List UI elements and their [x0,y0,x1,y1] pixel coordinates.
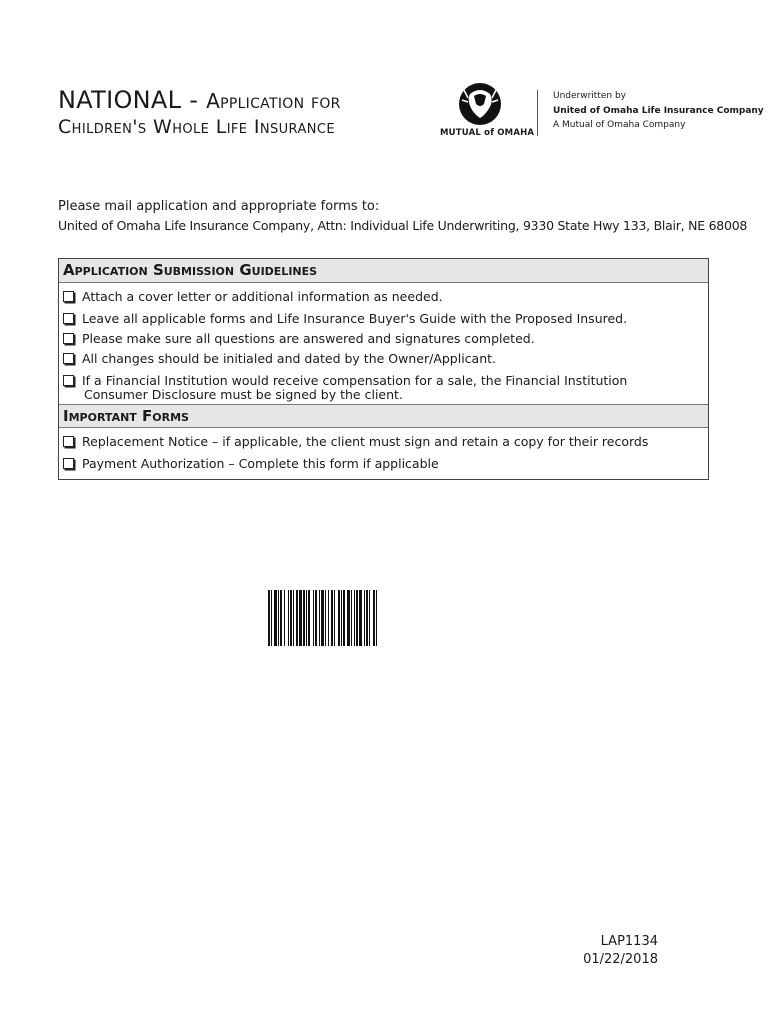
guideline-item: All changes should be initialed and dated by the Owner/Applicant. [63,351,496,366]
form-title-line1: NATIONAL - Application for [58,86,341,114]
guideline-item: If a Financial Institution would receive compensation for a sale, the Financial Institution [63,373,627,388]
checkbox-icon [63,375,74,386]
underwriter-company: United of Omaha Life Insurance Company [553,106,764,116]
mailing-instruction: Please mail application and appropriate forms to: [58,199,380,214]
guidelines-box [58,258,709,480]
checkbox-icon [63,436,74,447]
form-item: Payment Authorization – Complete this form if applicable [63,456,439,471]
form-item: Replacement Notice – if applicable, the client must sign and retain a copy for their records [63,434,648,449]
barcode-icon [268,590,472,646]
form-date: 01/22/2018 [583,952,658,967]
checkbox-icon [63,458,74,469]
forms-heading: Important Forms [59,404,708,428]
guidelines-heading: Application Submission Guidelines [59,259,708,283]
brand-wordmark: MUTUAL of OMAHA [440,128,535,138]
checkbox-icon [63,333,74,344]
form-code: LAP1134 [600,934,658,949]
guideline-item: Leave all applicable forms and Life Insurance Buyer's Guide with the Proposed Insured. [63,311,627,326]
guideline-item: Attach a cover letter or additional information as needed. [63,289,443,304]
underwritten-by-label: Underwritten by [553,91,627,101]
checkbox-icon [63,313,74,324]
header-divider [537,90,538,136]
checkbox-icon [63,291,74,302]
mailing-address: United of Omaha Life Insurance Company, Attn: Individual Life Underwriting, 9330 State Hwy 133, Blair, NE 68008 [58,218,748,233]
checkbox-icon [63,353,74,364]
guideline-item-continuation: Consumer Disclosure must be signed by the client. [84,387,403,402]
parent-company: A Mutual of Omaha Company [553,120,686,130]
form-title-line2: Children's Whole Life Insurance [58,116,335,138]
guideline-item: Please make sure all questions are answered and signatures completed. [63,331,535,346]
